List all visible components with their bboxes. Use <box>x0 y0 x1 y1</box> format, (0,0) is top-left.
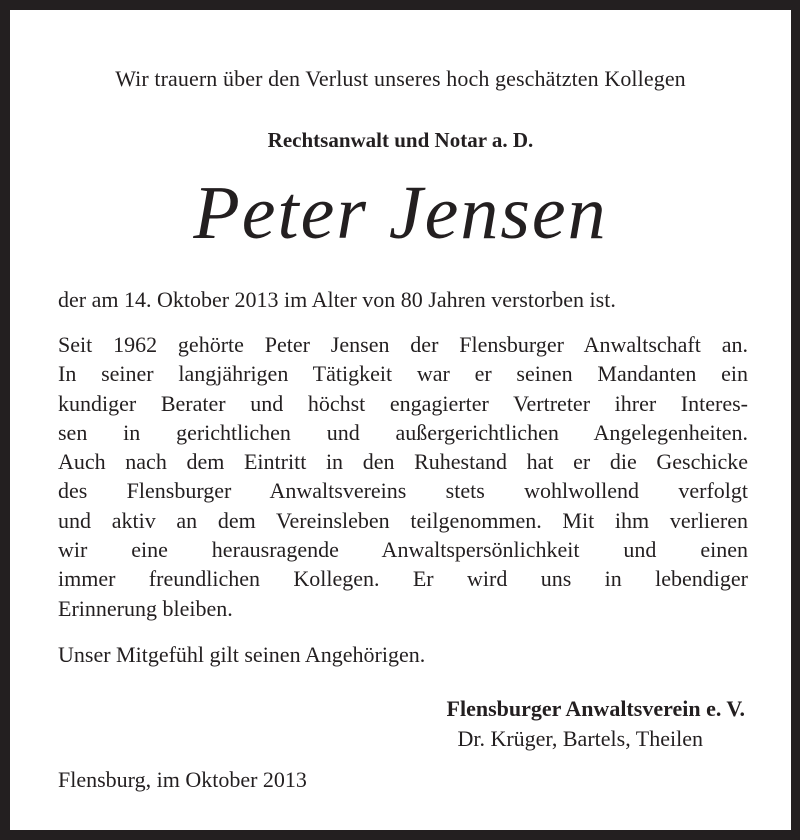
condolence-text: Unser Mitgefühl gilt seinen Angehörigen. <box>58 642 426 667</box>
tribute-paragraph <box>58 330 748 623</box>
signature-block <box>447 696 745 752</box>
intro-text: Wir trauern über den Verlust unseres hoch geschätzten Kollegen <box>115 66 686 91</box>
signatory-names: Dr. Krüger, Bartels, Theilen <box>457 726 703 751</box>
organization-name: Flensburger Anwaltsverein e. V. <box>446 696 745 721</box>
tribute-line: kundiger Berater und höchst engagierter Vertreter ihrer Interes- <box>58 390 748 416</box>
tribute-line: Auch nach dem Eintritt in den Ruhestand hat er die Geschicke <box>58 449 748 475</box>
deceased-name: Peter Jensen <box>193 171 608 255</box>
obituary-notice <box>10 10 791 830</box>
professional-title: Rechtsanwalt und Notar a. D. <box>267 128 534 152</box>
tribute-line: des Flensburger Anwaltsvereins stets wohlwollend verfolgt <box>58 478 748 504</box>
death-date-line: der am 14. Oktober 2013 im Alter von 80 Jahren verstorben ist. <box>58 287 616 312</box>
tribute-line: wir eine herausragende Anwaltspersönlichkeit und einen <box>58 537 748 563</box>
tribute-line: und aktiv an dem Vereinsleben teilgenommen. Mit ihm verlieren <box>58 507 748 533</box>
tribute-line: Seit 1962 gehörte Peter Jensen der Flensburger Anwaltschaft an. <box>58 332 748 357</box>
tribute-line: Erinnerung bleiben. <box>58 595 233 621</box>
tribute-line: sen in gerichtlichen und außergerichtlichen Angelegenheiten. <box>58 419 748 445</box>
place-date: Flensburg, im Oktober 2013 <box>58 767 307 792</box>
tribute-line: In seiner langjährigen Tätigkeit war er seinen Mandanten ein <box>58 361 748 387</box>
tribute-line: immer freundlichen Kollegen. Er wird uns in lebendiger <box>58 566 748 592</box>
